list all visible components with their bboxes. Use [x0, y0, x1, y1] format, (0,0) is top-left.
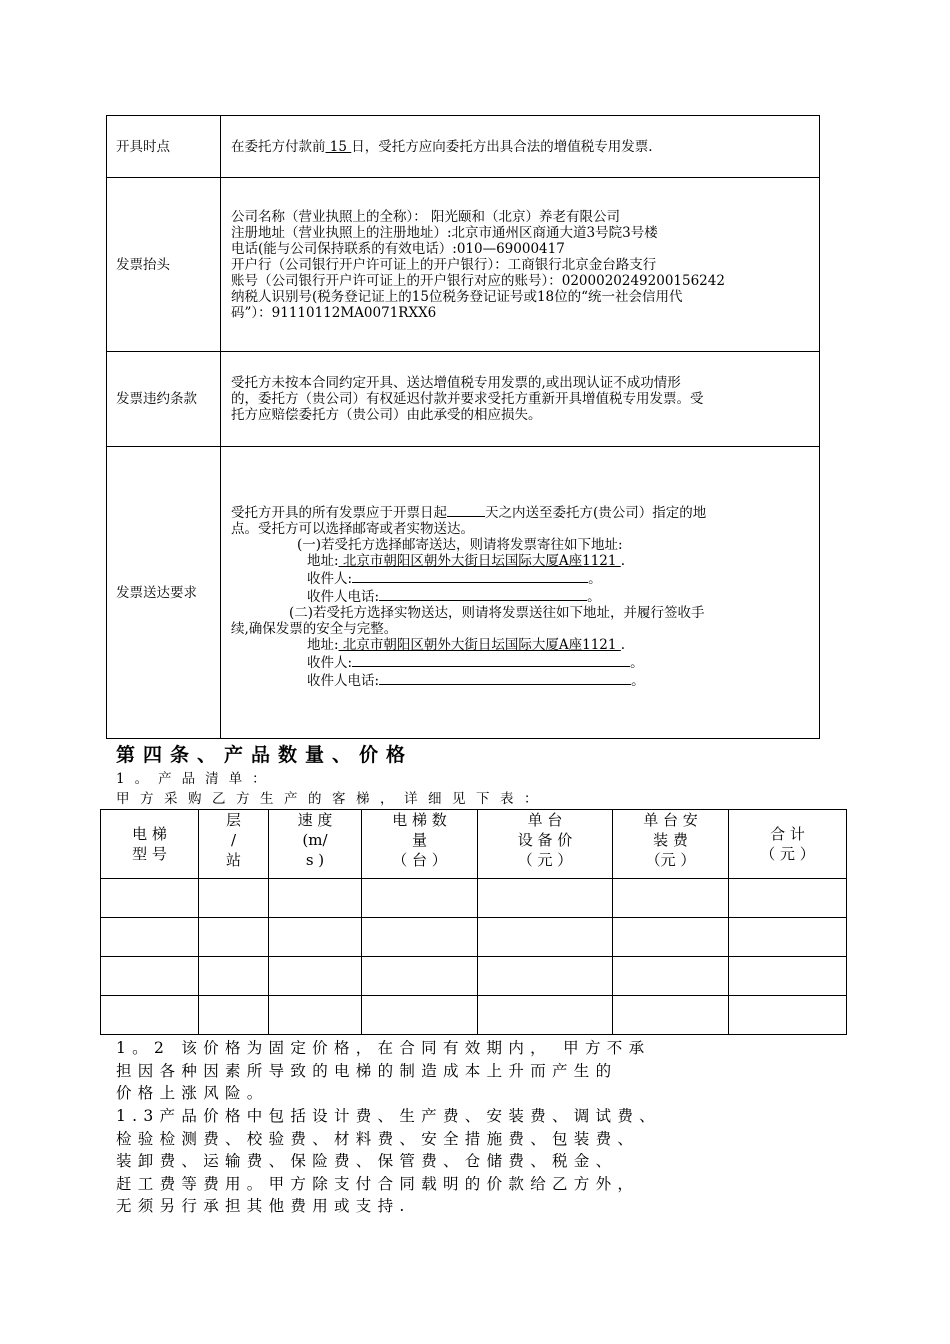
invoice-header-label: 发票抬头: [107, 178, 221, 352]
table-row: [101, 996, 847, 1035]
mail-address-value: 北京市朝阳区朝外大街日坛国际大厦A座1121: [338, 552, 621, 569]
registered-address-line: 注册地址（营业执照上的注册地址）:北京市通州区商通大道3号院3号楼: [231, 224, 658, 241]
account-line: 账号（公司银行开户许可证上的开户银行对应的账号）：0200020249200156242: [231, 272, 725, 289]
clause-1-3-line: 1.3产品价格中包括设计费、生产费、安装费、调试费、: [116, 1107, 661, 1125]
table-cell: [613, 996, 729, 1035]
header-install-fee: [613, 810, 729, 879]
table-cell: [729, 879, 847, 918]
invoice-terms-table: [106, 115, 820, 739]
header-text: 单 台 安: [643, 811, 698, 829]
mail-recipient-label: 收件人:: [307, 570, 353, 587]
table-cell: [729, 996, 847, 1035]
header-unit-price: [478, 810, 613, 879]
company-name-line: 公司名称（营业执照上的全称）： 阳光颐和（北京）养老有限公司: [231, 208, 621, 225]
clause-1-2-line: 价格上涨风险。: [116, 1084, 269, 1102]
table-row: [107, 178, 820, 352]
table-cell: [101, 879, 199, 918]
table-cell: [269, 879, 362, 918]
table-cell: [199, 918, 269, 957]
table-cell: [101, 918, 199, 957]
product-list-title: 1。产品清单：: [116, 771, 276, 787]
clause-1-3-line: 无须另行承担其他费用或支持.: [116, 1197, 411, 1215]
table-cell: [613, 879, 729, 918]
header-text: 电 梯 数: [392, 811, 447, 829]
tax-id-line-2: 码”）：91110112MA0071RXX6: [231, 304, 437, 321]
invoice-header-value: [221, 178, 820, 352]
header-text: s ): [305, 851, 325, 869]
header-text: 单 台: [527, 811, 563, 829]
delivery-value: [221, 447, 820, 739]
table-cell: [729, 918, 847, 957]
table-cell: [199, 957, 269, 996]
issue-time-value: [221, 116, 820, 178]
physical-address-value: 北京市朝阳区朝外大街日坛国际大厦A座1121: [338, 636, 621, 653]
header-text: （ 元 ）: [760, 845, 815, 863]
table-row: [101, 957, 847, 996]
table-cell: [199, 879, 269, 918]
issue-time-text-after: 日，受托方应向委托方出具合法的增值税专用发票.: [351, 138, 653, 155]
mail-option: (一)若受托方选择邮寄送达，则请将发票寄往如下地址:: [297, 536, 623, 553]
table-cell: [478, 879, 613, 918]
table-cell: [362, 957, 478, 996]
delivery-label: 发票送达要求: [107, 447, 221, 739]
table-cell: [362, 996, 478, 1035]
section4-heading: 第四条、产品数量、价格: [116, 744, 414, 766]
header-total: [729, 810, 847, 879]
mail-phone-label: 收件人电话:: [307, 588, 380, 605]
header-text: （元 ）: [645, 851, 696, 869]
physical-recipient-blank: [352, 653, 630, 667]
table-cell: [101, 957, 199, 996]
table-cell: [478, 996, 613, 1035]
product-table: [100, 809, 847, 1035]
breach-line-2: 的，委托方（贵公司）有权延迟付款并要求受托方重新开具增值税专用发票。受: [231, 391, 704, 407]
table-cell: [478, 918, 613, 957]
physical-address-label: 地址:: [307, 636, 339, 653]
header-elevator-model: [101, 810, 199, 879]
delivery-intro-after: 天之内送至委托方(贵公司）指定的地: [485, 504, 707, 521]
header-text: 量: [411, 831, 427, 849]
table-cell: [729, 957, 847, 996]
physical-option-line2: 续,确保发票的安全与完整。: [231, 620, 398, 637]
clause-1-2-line: 担因各种因素所导致的电梯的制造成本上升而产生的: [116, 1061, 618, 1080]
mail-recipient-end: 。: [588, 570, 602, 587]
tax-id-line-1: 纳税人识别号(税务登记证上的15位税务登记证号或18位的“统一社会信用代: [231, 288, 683, 305]
issue-time-days: 15: [325, 138, 352, 155]
table-cell: [199, 996, 269, 1035]
clause-1-3-line: 装卸费、运输费、保险费、保管费、仓储费、税金、: [116, 1152, 618, 1170]
header-text: /: [230, 831, 237, 849]
header-text: （ 台 ）: [392, 851, 447, 869]
table-row: [107, 116, 820, 178]
table-row: [107, 447, 820, 739]
clause-1-2: [116, 1037, 650, 1105]
header-text: 站: [225, 851, 241, 869]
header-quantity: [362, 810, 478, 879]
header-text: 设 备 价: [517, 831, 573, 849]
breach-label: 发票违约条款: [107, 352, 221, 447]
physical-phone-blank: [379, 671, 631, 685]
physical-recipient-label: 收件人:: [307, 654, 353, 671]
breach-line-1: 受托方未按本合同约定开具、送达增值税专用发票的,或出现认证不成功情形: [231, 375, 681, 391]
mail-address-label: 地址:: [307, 552, 339, 569]
header-text: 电 梯: [132, 825, 167, 843]
breach-line-3: 托方应赔偿委托方（贵公司）由此承受的相应损失。: [231, 407, 542, 423]
issue-time-label: 开具时点: [107, 116, 221, 178]
table-row: [101, 879, 847, 918]
table-cell: [269, 957, 362, 996]
table-cell: [478, 957, 613, 996]
table-header-row: [101, 810, 847, 879]
header-text: 层: [225, 811, 241, 829]
table-cell: [613, 918, 729, 957]
mail-address-end: .: [620, 552, 626, 569]
mail-phone-blank: [379, 587, 587, 601]
table-row: [107, 352, 820, 447]
table-cell: [101, 996, 199, 1035]
clause-1-3-line: 赶工费等费用。甲方除支付合同载明的价款给乙方外，: [116, 1174, 640, 1193]
physical-recipient-end: 。: [630, 654, 644, 671]
header-text: 型 号: [132, 845, 167, 863]
physical-address-end: .: [620, 636, 626, 653]
table-cell: [613, 957, 729, 996]
table-cell: [362, 918, 478, 957]
header-text: 速 度: [297, 811, 333, 829]
header-floors: [199, 810, 269, 879]
table-cell: [362, 879, 478, 918]
clause-1-3-line: 检验检测费、校验费、材料费、安全措施费、包装费、: [116, 1129, 640, 1148]
phone-line: 电话(能与公司保持联系的有效电话）:010—69000417: [231, 240, 565, 257]
bank-line: 开户行（公司银行开户许可证上的开户银行）：工商银行北京金台路支行: [231, 256, 657, 273]
header-text: （ 元 ）: [517, 851, 573, 869]
physical-option-line1: (二)若受托方选择实物送达，则请将发票送往如下地址，并履行签收手: [289, 604, 705, 621]
breach-value: [221, 352, 820, 447]
clause-1-2-line: 1。2 该价格为固定价格，在合同有效期内， 甲方不承: [116, 1039, 651, 1057]
header-text: 合 计: [770, 825, 805, 843]
header-text: (m/: [302, 831, 328, 849]
mail-phone-end: 。: [587, 588, 601, 605]
table-cell: [269, 996, 362, 1035]
delivery-intro-line2: 点。受托方可以选择邮寄或者实物送达。: [231, 520, 474, 537]
mail-recipient-blank: [352, 569, 588, 583]
table-cell: [269, 918, 362, 957]
product-list-desc: 甲方采购乙方生产的客梯，详细见下表：: [116, 791, 548, 807]
physical-phone-label: 收件人电话:: [307, 672, 380, 689]
clause-1-3: [116, 1105, 661, 1218]
delivery-intro-before: 受托方开具的所有发票应于开票日起: [231, 504, 447, 521]
delivery-days-blank: [447, 503, 485, 517]
issue-time-text-before: 在委托方付款前: [231, 138, 326, 155]
physical-phone-end: 。: [631, 672, 645, 689]
table-row: [101, 918, 847, 957]
header-speed: [269, 810, 362, 879]
header-text: 装 费: [653, 831, 688, 849]
